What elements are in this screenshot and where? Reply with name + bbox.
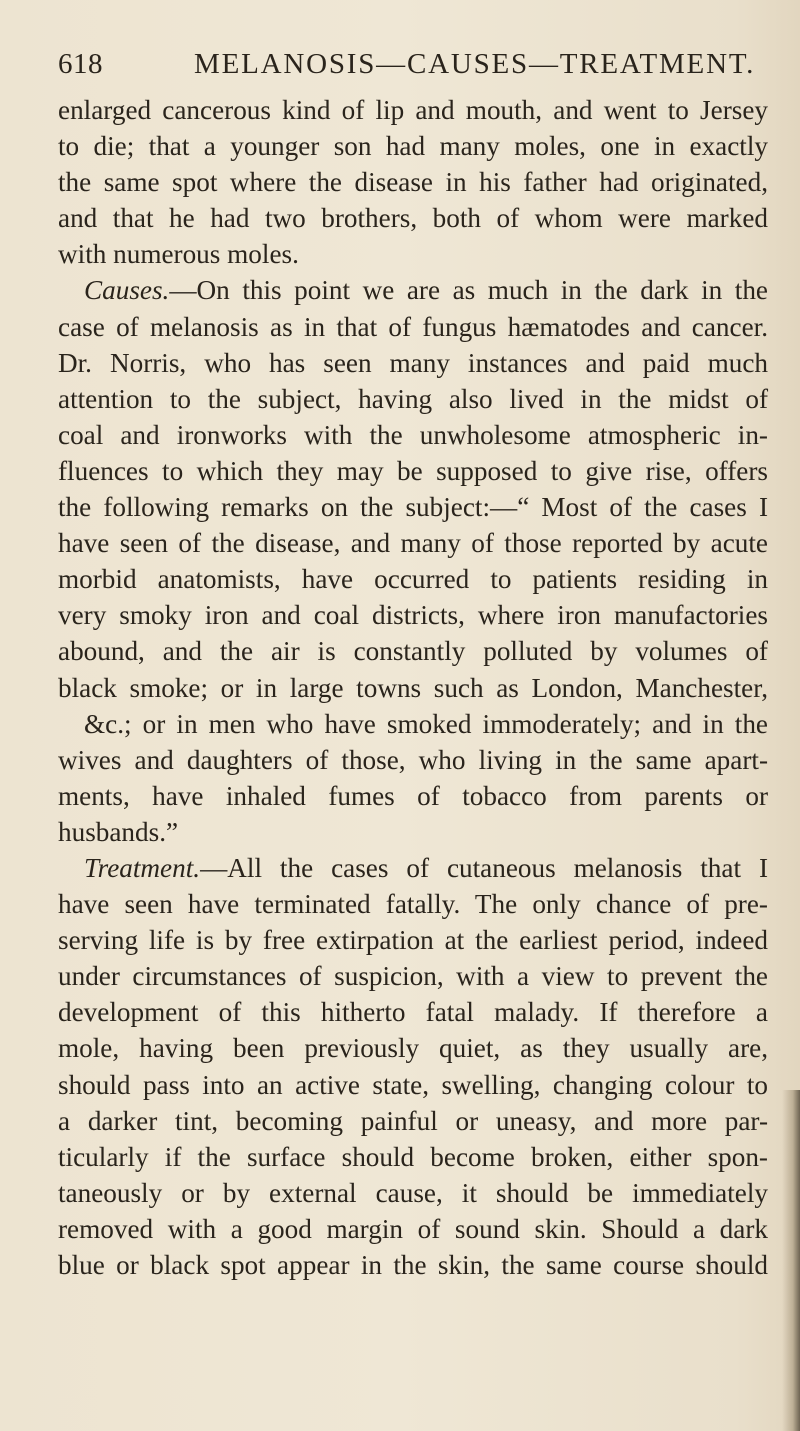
- text-line: morbid anatomists, have occurred to patients residing in: [58, 564, 768, 595]
- text-line: ticularly if the surface should become broken, either spon-: [58, 1141, 768, 1172]
- text-line: have seen of the disease, and many of those reported by acute: [58, 528, 768, 559]
- page-edge-shadow: [782, 1090, 800, 1431]
- text-line: serving life is by free extirpation at the earliest period, indeed: [58, 925, 768, 956]
- text-line: case of melanosis as in that of fungus hæmatodes and cancer.: [58, 311, 768, 342]
- text-line: under circumstances of suspicion, with a view to prevent the: [58, 961, 768, 992]
- text-line: development of this hitherto fatal malady. If therefore a: [58, 997, 768, 1028]
- text-line: wives and daughters of those, who living in the same apart-: [58, 744, 768, 775]
- text-run: —On this point we are as much in the dark in the: [169, 275, 768, 306]
- treatment-heading: Treatment.: [84, 852, 201, 883]
- text-line: Dr. Norris, who has seen many instances and paid much: [58, 347, 768, 378]
- text-line: and that he had two brothers, both of whom were marked: [58, 203, 768, 234]
- treatment-paragraph-first-line: [58, 850, 768, 886]
- causes-paragraph-first-line: [58, 272, 768, 308]
- text-line: with numerous moles.: [58, 239, 299, 270]
- text-line: should pass into an active state, swelling, changing colour to: [58, 1069, 768, 1100]
- page-number: 618: [58, 48, 103, 80]
- text-line: &c.; or in men who have smoked immoderately; and in the: [84, 708, 768, 739]
- text-line: taneously or by external cause, it should be immediately: [58, 1177, 768, 1208]
- causes-heading: Causes.: [84, 275, 170, 306]
- text-line: a darker tint, becoming painful or uneasy, and more par-: [58, 1105, 768, 1136]
- text-line: fluences to which they may be supposed to give rise, offers: [58, 455, 768, 486]
- text-line: removed with a good margin of sound skin. Should a dark: [58, 1213, 768, 1244]
- text-line: husbands.”: [58, 816, 179, 847]
- text-line: the following remarks on the subject:—“ Most of the cases I: [58, 492, 768, 523]
- text-line: have seen have terminated fatally. The only chance of pre-: [58, 889, 768, 920]
- running-head: MELANOSIS—CAUSES—TREATMENT.: [194, 48, 756, 80]
- text-line: very smoky iron and coal districts, where iron manufactories: [58, 600, 768, 631]
- text-line: to die; that a younger son had many moles, one in exactly: [58, 131, 768, 162]
- text-line: abound, and the air is constantly polluted by volumes of: [58, 636, 768, 667]
- text-line: black smoke; or in large towns such as London, Manchester,: [58, 672, 768, 703]
- text-line: ments, have inhaled fumes of tobacco from parents or: [58, 780, 768, 811]
- text-run: —All the cases of cutaneous melanosis that I: [200, 852, 768, 883]
- text-line: attention to the subject, having also lived in the midst of: [58, 383, 768, 414]
- text-line: enlarged cancerous kind of lip and mouth, and went to Jersey: [58, 95, 768, 125]
- text-line: coal and ironworks with the unwholesome atmospheric in-: [58, 419, 768, 450]
- text-line: mole, having been previously quiet, as they usually are,: [58, 1033, 768, 1064]
- body-text: [58, 92, 768, 1283]
- text-line: blue or black spot appear in the skin, the same course should: [58, 1250, 768, 1280]
- page-header: [58, 48, 758, 88]
- text-line: the same spot where the disease in his father had originated,: [58, 167, 768, 198]
